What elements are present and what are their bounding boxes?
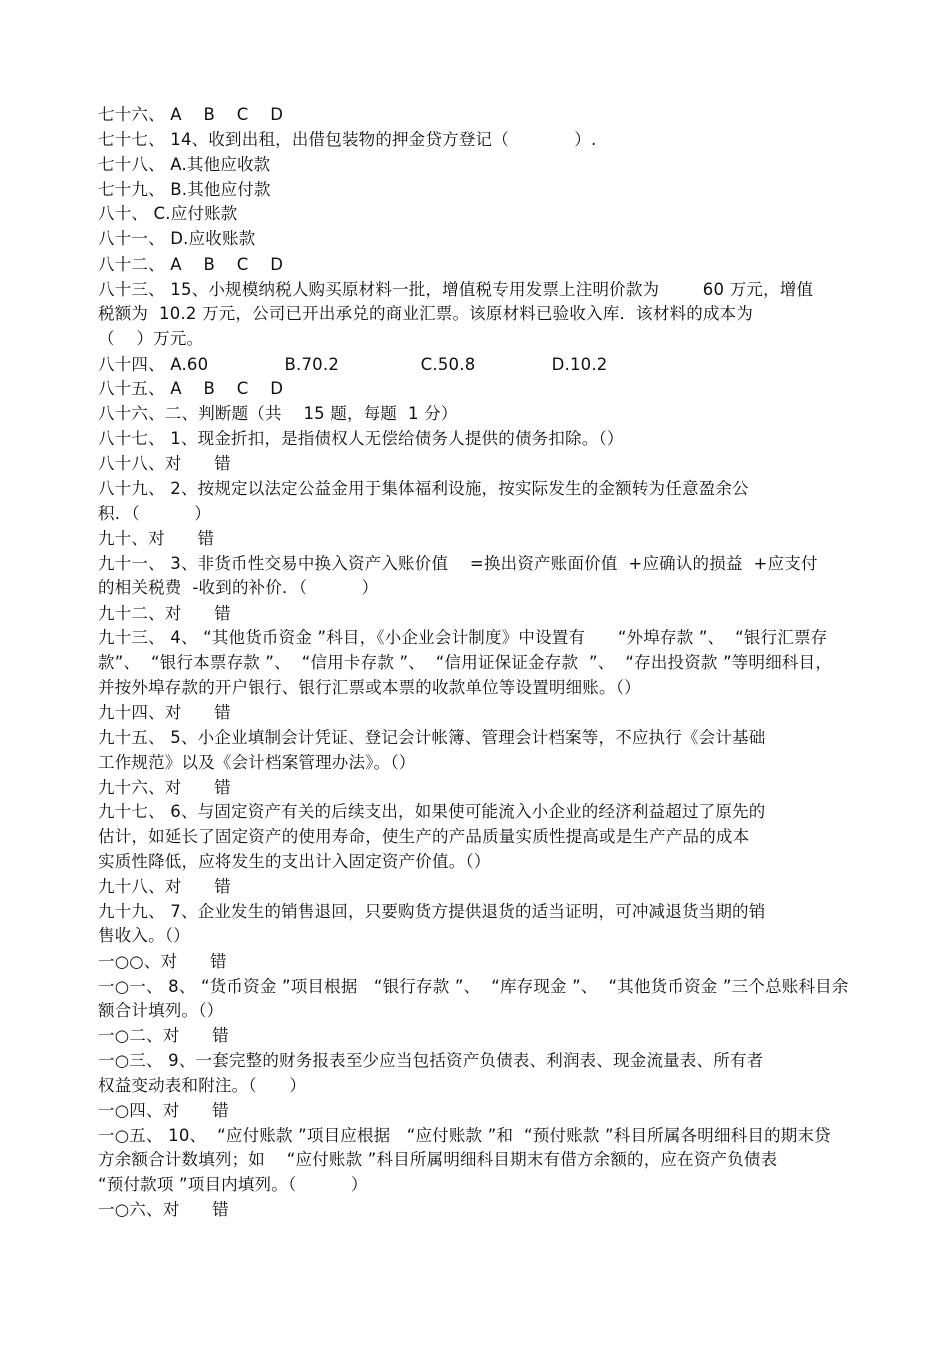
question-line: 九十一、 3、非货币性交易中换入资产入账价值 =换出资产账面价值 +应确认的损益 +应支付 bbox=[98, 554, 818, 573]
question-line: 七十七、 14、收到出租，出借包装物的押金贷方登记（ ）. bbox=[98, 130, 597, 149]
question-continuation: 方余额合计数填列；如 “应付账款 ”科目所属明细科目期末有借方余额的，应在资产负债表 bbox=[98, 1150, 778, 1169]
question-line: 九十五、 5、小企业填制会计凭证、登记会计帐簿、管理会计档案等，不应执行《会计基础 bbox=[98, 728, 766, 747]
question-line: 八十七、 1、现金折扣，是指债权人无偿给债务人提供的债务扣除。（） bbox=[98, 429, 624, 448]
question-continuation: 税额为 10.2 万元，公司已开出承兑的商业汇票。该原材料已验收入库．该材料的成本为 bbox=[98, 304, 754, 323]
question-continuation: 积．（ ） bbox=[98, 504, 211, 523]
answer-options-line: 八十二、 A B C D bbox=[98, 255, 284, 274]
question-line: 九十七、 6、与固定资产有关的后续支出，如果使可能流入小企业的经济利益超过了原先的 bbox=[98, 802, 766, 821]
question-continuation: 权益变动表和附注。（ ） bbox=[98, 1076, 307, 1095]
true-false-line: 九十、对 错 bbox=[98, 529, 215, 548]
true-false-line: 一○二、对 错 bbox=[98, 1026, 229, 1045]
option-line: 八十、 C.应付账款 bbox=[98, 204, 238, 223]
answer-options-line: 七十六、 A B C D bbox=[98, 105, 284, 124]
true-false-line: 一○六、对 错 bbox=[98, 1200, 229, 1219]
true-false-line: 八十八、对 错 bbox=[98, 454, 231, 473]
true-false-line: 九十四、对 错 bbox=[98, 703, 231, 722]
section-heading: 八十六、二、判断题（共 15 题，每题 1 分） bbox=[98, 404, 458, 423]
question-line: 一○一、 8、 “货币资金 ”项目根据 “银行存款 ”、 “库存现金 ”、 “其他货币资金 ”三个总账科目余 bbox=[98, 977, 849, 996]
question-continuation: 实质性降低，应将发生的支出计入固定资产价值。（） bbox=[98, 852, 491, 871]
question-line: 八十九、 2、按规定以法定公益金用于集体福利设施，按实际发生的金额转为任意盈余公 bbox=[98, 479, 749, 498]
question-continuation: 的相关税费 -收到的补价．（ ） bbox=[98, 578, 379, 597]
question-continuation: 工作规范》以及《会计档案管理办法》。（） bbox=[98, 753, 416, 772]
true-false-line: 九十六、对 错 bbox=[98, 778, 231, 797]
question-line: 一○三、 9、一套完整的财务报表至少应当包括资产负债表、利润表、现金流量表、所有者 bbox=[98, 1051, 764, 1070]
true-false-line: 九十二、对 错 bbox=[98, 604, 231, 623]
option-line: 八十一、 D.应收账款 bbox=[98, 229, 256, 248]
question-continuation: 额合计填列。（） bbox=[98, 1001, 224, 1020]
true-false-line: 一○四、对 错 bbox=[98, 1101, 229, 1120]
option-line: 七十八、 A.其他应收款 bbox=[98, 155, 271, 174]
question-line: 九十九、 7、企业发生的销售退回，只要购货方提供退货的适当证明，可冲减退货当期的销 bbox=[98, 902, 766, 921]
true-false-line: 九十八、对 错 bbox=[98, 877, 231, 896]
question-continuation: 售收入。（） bbox=[98, 926, 190, 945]
answer-options-line: 八十五、 A B C D bbox=[98, 379, 284, 398]
option-line: 七十九、 B.其他应付款 bbox=[98, 180, 271, 199]
question-continuation: 并按外埠存款的开户银行、银行汇票或本票的收款单位等设置明细账。（） bbox=[98, 678, 641, 697]
question-line: 一○五、 10、 “应付账款 ”项目应根据 “应付账款 ”和 “预付账款 ”科目所属各明细科目的期末贷 bbox=[98, 1126, 831, 1145]
true-false-line: 一○○、对 错 bbox=[98, 952, 227, 971]
question-continuation: 估计，如延长了固定资产的使用寿命，使生产的产品质量实质性提高或是生产产品的成本 bbox=[98, 827, 750, 846]
question-continuation: （ ）万元。 bbox=[98, 329, 204, 348]
question-line: 八十三、 15、小规模纳税人购买原材料一批，增值税专用发票上注明价款为 60 万元，增值 bbox=[98, 280, 814, 299]
option-line: 八十四、 A.60 B.70.2 C.50.8 D.10.2 bbox=[98, 355, 608, 374]
question-line: 九十三、 4、 “其他货币资金 ”科目，《小企业会计制度》中设置有 “外埠存款 ”、 “银行汇票存 bbox=[98, 628, 828, 647]
question-continuation: 款”、 “银行本票存款 ”、 “信用卡存款 ”、 “信用证保证金存款 ”、 “存出投资款 ”等明细科目， bbox=[98, 653, 833, 672]
question-continuation: “预付款项 ”项目内填列。（ ） bbox=[98, 1175, 368, 1194]
